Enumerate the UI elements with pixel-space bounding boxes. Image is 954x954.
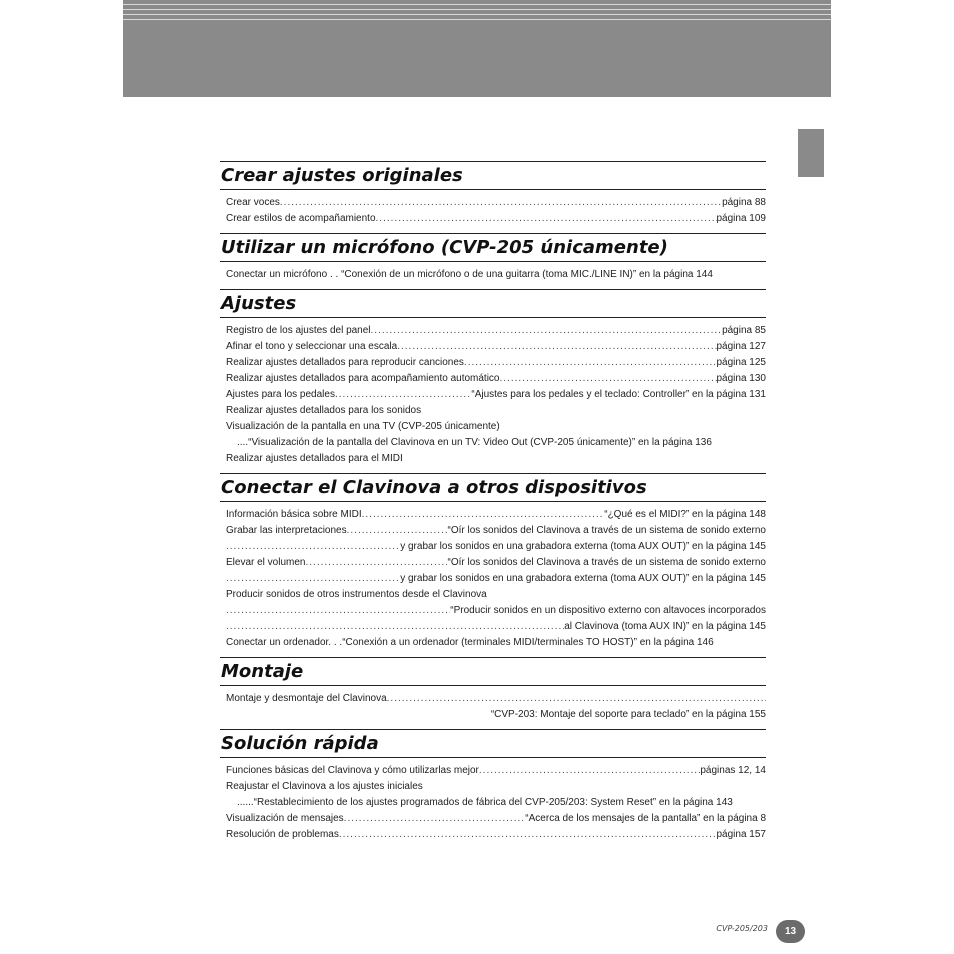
toc-entry[interactable]: Crear estilos de acompañamiento ..... página 109 [226,211,766,227]
toc-entry[interactable]: Reajustar el Clavinova a los ajustes iniciales [226,781,423,792]
section-ajustes [220,289,766,473]
toc-entry[interactable]: Conectar un micrófono . . “Conexión de un micrófono o de una guitarra (toma MIC./LINE IN)” en la página 144 [226,269,713,280]
toc-entry[interactable]: Registro de los ajustes del panel ..... página 85 [226,323,766,339]
section-title: Utilizar un micrófono (CVP-205 únicamente) [220,233,766,262]
page-number-badge: 13 [776,920,805,943]
section-montaje [220,657,766,729]
section-title: Crear ajustes originales [220,161,766,190]
toc-entry[interactable]: Realizar ajustes detallados para los sonidos [226,405,422,416]
toc-entry-continued[interactable]: ..... al Clavinova (toma AUX IN)” en la página 145 [226,619,766,635]
section-title: Solución rápida [220,729,766,758]
toc-entry-continued[interactable]: “CVP-203: Montaje del soporte para teclado” en la página 155 [490,709,766,720]
section-conectar [220,473,766,657]
toc-entry[interactable]: Visualización de mensajes ..... “Acerca de los mensajes de la pantalla” en la página 8 [226,811,766,827]
section-title: Montaje [220,657,766,686]
toc-entry[interactable]: Producir sonidos de otros instrumentos desde el Clavinova [226,589,487,600]
toc-entry[interactable]: Realizar ajustes detallados para reproducir canciones ..... página 125 [226,355,766,371]
section-title: Conectar el Clavinova a otros dispositivos [220,473,766,502]
quick-guide-content [220,161,766,849]
section-solucion [220,729,766,849]
toc-entry[interactable]: Conectar un ordenador. . . “Conexión a un ordenador (terminales MIDI/terminales TO HOST)” en la página 146 [226,637,714,648]
footer-model-name: CVP-205/203 [716,924,768,933]
toc-entry[interactable]: Resolución de problemas ..... página 157 [226,827,766,843]
toc-entry-continued[interactable]: ..... y grabar los sonidos en una grabadora externa (toma AUX OUT)” en la página 145 [226,539,766,555]
toc-entry[interactable]: Ajustes para los pedales ..... “Ajustes para los pedales y el teclado: Controller” en la página 131 [226,387,766,403]
toc-entry-continued[interactable]: ......“Restablecimiento de los ajustes programados de fábrica del CVP-205/203: System Reset” en la página 143 [237,797,733,808]
toc-entry[interactable]: Elevar el volumen ..... “Oír los sonidos del Clavinova a través de un sistema de sonido externo [226,555,766,571]
section-microfono [220,233,766,289]
toc-entry[interactable]: Realizar ajustes detallados para el MIDI [226,453,403,464]
toc-entry[interactable]: Realizar ajustes detallados para acompañamiento automático ..... página 130 [226,371,766,387]
toc-entry[interactable]: Crear voces ..... página 88 [226,195,766,211]
toc-entry-continued[interactable]: ..... y grabar los sonidos en una grabadora externa (toma AUX OUT)” en la página 145 [226,571,766,587]
toc-entry[interactable]: Información básica sobre MIDI ..... “¿Qué es el MIDI?” en la página 148 [226,507,766,523]
section-title: Ajustes [220,289,766,318]
section-crear-ajustes [220,161,766,233]
toc-entry[interactable]: Afinar el tono y seleccionar una escala ..... página 127 [226,339,766,355]
toc-entry-continued[interactable]: ....“Visualización de la pantalla del Clavinova en un TV: Video Out (CVP-205 únicamente)” en la página 136 [237,437,712,448]
toc-entry[interactable]: Funciones básicas del Clavinova y cómo utilizarlas mejor ..... páginas 12, 14 [226,763,766,779]
header-band [123,0,831,97]
toc-entry[interactable]: Grabar las interpretaciones ..... “Oír los sonidos del Clavinova a través de un sistema de sonido externo [226,523,766,539]
toc-entry[interactable]: Montaje y desmontaje del Clavinova ..... [226,691,766,707]
toc-entry[interactable]: Visualización de la pantalla en una TV (CVP-205 únicamente) [226,421,500,432]
side-tab-marker [798,129,824,177]
toc-entry-continued[interactable]: ..... “Producir sonidos en un dispositivo externo con altavoces incorporados [226,603,766,619]
header-decorative-lines [123,0,831,24]
